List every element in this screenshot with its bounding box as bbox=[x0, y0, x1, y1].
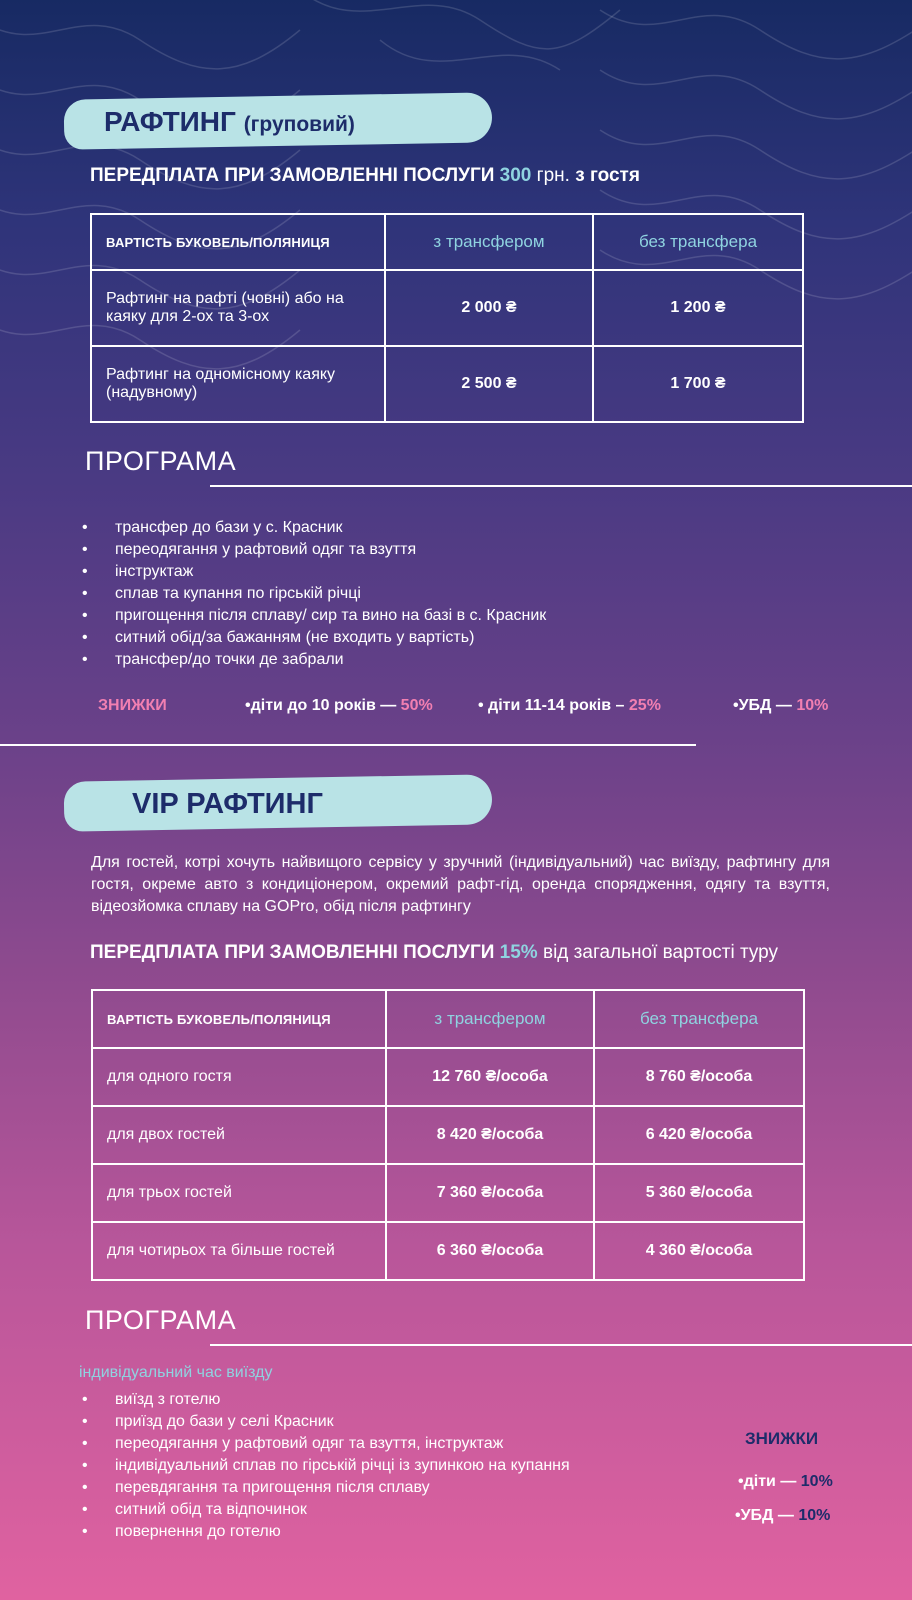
col-with-transfer: з трансфером bbox=[386, 990, 594, 1048]
list-item: • пригощення після сплаву/ сир та вино на базі в с. Красник bbox=[80, 605, 780, 627]
program-list bbox=[80, 1389, 700, 1543]
prepay-label: ПЕРЕДПЛАТА ПРИ ЗАМОВЛЕННІ ПОСЛУГИ bbox=[90, 942, 495, 963]
divider bbox=[0, 744, 696, 746]
prepay-line bbox=[90, 942, 778, 964]
divider bbox=[210, 485, 912, 487]
list-item: • переодягання у рафтовий одяг та взуття bbox=[80, 539, 780, 561]
prepay-tail: від загальної вартості туру bbox=[542, 942, 779, 963]
price-without: 1 200 ₴ bbox=[593, 270, 803, 346]
discount-item bbox=[478, 697, 661, 715]
row-label: для одного гостя bbox=[92, 1048, 386, 1106]
title-suffix: (груповий) bbox=[243, 113, 355, 136]
discount-label: • діти 11-14 років – bbox=[478, 697, 625, 714]
discount-item bbox=[738, 1473, 833, 1491]
list-item: • переодягання у рафтовий одяг та взуття, інструктаж bbox=[80, 1433, 700, 1455]
row-label: Рафтинг на рафті (човні) або на каяку для 2-ох та 3-ох bbox=[91, 270, 385, 346]
list-item: • трансфер до бази у с. Красник bbox=[80, 517, 780, 539]
discount-label: •УБД — bbox=[735, 1507, 794, 1524]
list-item: • сплав та купання по гірській річці bbox=[80, 583, 780, 605]
discounts-title: ЗНИЖКИ bbox=[98, 697, 167, 714]
table-row bbox=[92, 1048, 804, 1106]
prepay-amount: 300 bbox=[499, 165, 532, 186]
discount-value: 10% bbox=[796, 697, 829, 714]
discount-value: 25% bbox=[628, 697, 661, 714]
table-header-row bbox=[91, 214, 803, 270]
price-with: 2 000 ₴ bbox=[385, 270, 593, 346]
title-main: РАФТИНГ bbox=[104, 106, 236, 137]
program-note: індивідуальний час виїзду bbox=[79, 1364, 273, 1381]
list-item: • інструктаж bbox=[80, 561, 780, 583]
price-with: 2 500 ₴ bbox=[385, 346, 593, 422]
discount-label: •діти до 10 років — bbox=[245, 697, 397, 714]
discounts-title: ЗНИЖКИ bbox=[745, 1429, 819, 1448]
prepay-line bbox=[90, 165, 640, 187]
row-label: для двох гостей bbox=[92, 1106, 386, 1164]
discount-label: •УБД — bbox=[733, 697, 792, 714]
table-row bbox=[92, 1164, 804, 1222]
list-item: • перевдягання та пригощення після сплаву bbox=[80, 1477, 700, 1499]
vip-description: Для гостей, котрі хочуть найвищого сервісу у зручний (індивідуальний) час виїзду, рафтингу для гостя, окреме авто з кондиціонером, окремий рафт-гід, оренда спорядження, одягу та взуття, відеозйомка сплаву на GOPro, обід після рафтингу bbox=[91, 854, 830, 915]
price-with: 12 760 ₴/особа bbox=[386, 1048, 594, 1106]
prepay-tail: з гостя bbox=[575, 165, 640, 186]
list-item: • повернення до готелю bbox=[80, 1521, 700, 1543]
discount-item bbox=[733, 697, 828, 715]
list-item: • виїзд з готелю bbox=[80, 1389, 700, 1411]
discount-value: 10% bbox=[800, 1473, 833, 1490]
prepay-unit: грн. bbox=[536, 165, 570, 186]
row-label: для трьох гостей bbox=[92, 1164, 386, 1222]
discount-value: 50% bbox=[400, 697, 433, 714]
discount-label: •діти — bbox=[738, 1473, 797, 1490]
section-title: VIP РАФТИНГ bbox=[132, 788, 323, 820]
table-header: ВАРТІСТЬ БУКОВЕЛЬ/ПОЛЯНИЦЯ bbox=[91, 214, 385, 270]
price-without: 1 700 ₴ bbox=[593, 346, 803, 422]
table-header-row bbox=[92, 990, 804, 1048]
prepay-amount: 15% bbox=[499, 942, 538, 963]
table-header: ВАРТІСТЬ БУКОВЕЛЬ/ПОЛЯНИЦЯ bbox=[92, 990, 386, 1048]
price-without: 6 420 ₴/особа bbox=[594, 1106, 804, 1164]
divider bbox=[210, 1344, 912, 1346]
discount-value: 10% bbox=[798, 1507, 831, 1524]
program-title: ПРОГРАМА bbox=[85, 1305, 237, 1335]
row-label: для чотирьох та більше гостей bbox=[92, 1222, 386, 1280]
program-list bbox=[80, 517, 780, 671]
col-without-transfer: без трансфера bbox=[594, 990, 804, 1048]
col-with-transfer: з трансфером bbox=[385, 214, 593, 270]
section-title bbox=[104, 106, 355, 138]
prepay-label: ПЕРЕДПЛАТА ПРИ ЗАМОВЛЕННІ ПОСЛУГИ bbox=[90, 165, 495, 186]
row-label: Рафтинг на одномісному каяку (надувному) bbox=[91, 346, 385, 422]
list-item: • індивідуальний сплав по гірській річці із зупинкою на купання bbox=[80, 1455, 700, 1477]
discount-item bbox=[245, 697, 433, 715]
discount-item bbox=[735, 1507, 830, 1525]
list-item: • ситний обід та відпочинок bbox=[80, 1499, 700, 1521]
price-with: 7 360 ₴/особа bbox=[386, 1164, 594, 1222]
price-without: 4 360 ₴/особа bbox=[594, 1222, 804, 1280]
price-table bbox=[90, 213, 804, 423]
list-item: • ситний обід/за бажанням (не входить у вартість) bbox=[80, 627, 780, 649]
table-row bbox=[92, 1222, 804, 1280]
list-item: • трансфер/до точки де забрали bbox=[80, 649, 780, 671]
price-with: 8 420 ₴/особа bbox=[386, 1106, 594, 1164]
list-item: • приїзд до бази у селі Красник bbox=[80, 1411, 700, 1433]
price-table bbox=[91, 989, 805, 1281]
table-row bbox=[92, 1106, 804, 1164]
col-without-transfer: без трансфера bbox=[593, 214, 803, 270]
price-without: 8 760 ₴/особа bbox=[594, 1048, 804, 1106]
program-title: ПРОГРАМА bbox=[85, 446, 237, 476]
price-without: 5 360 ₴/особа bbox=[594, 1164, 804, 1222]
table-row bbox=[91, 270, 803, 346]
price-with: 6 360 ₴/особа bbox=[386, 1222, 594, 1280]
table-row bbox=[91, 346, 803, 422]
